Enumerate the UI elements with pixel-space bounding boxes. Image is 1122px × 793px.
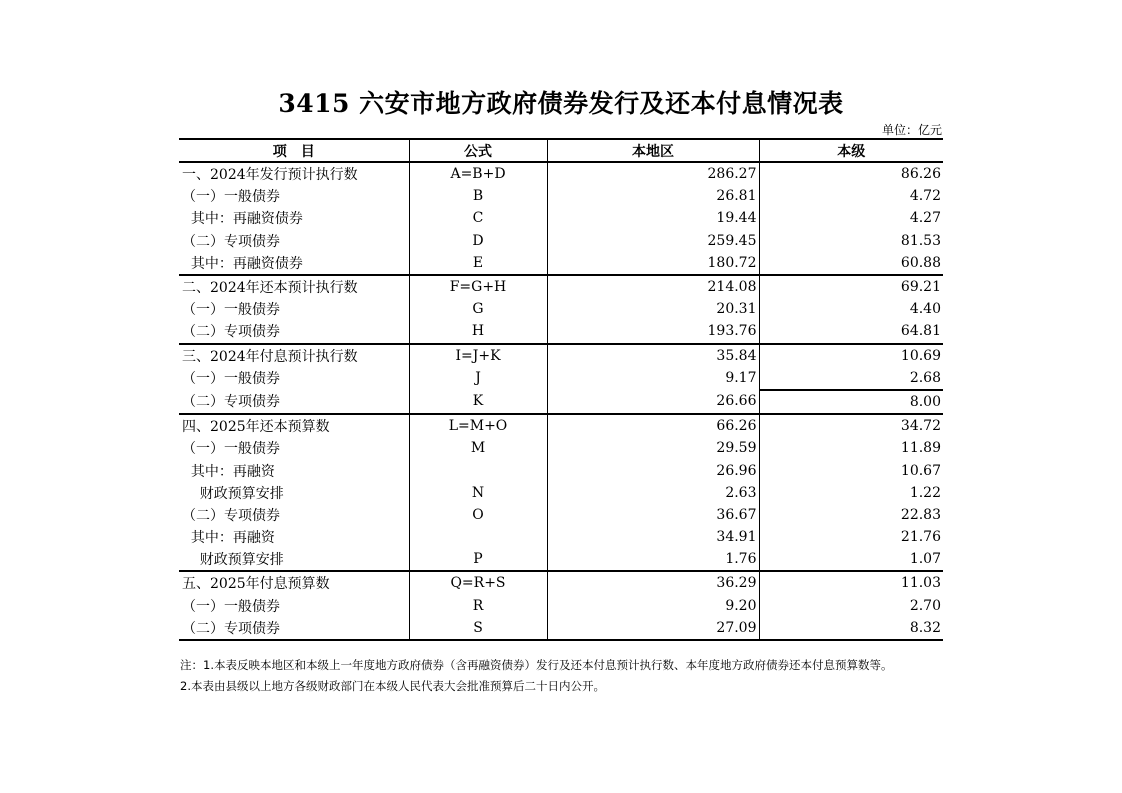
row-item: （一）一般债券: [182, 598, 280, 615]
row-local: 286.27: [547, 162, 759, 185]
row-level: 21.76: [759, 526, 943, 548]
header-formula: 公式: [409, 139, 547, 162]
row-level: 64.81: [759, 320, 943, 343]
row-item: 财政预算安排: [182, 552, 284, 569]
row-formula: C: [409, 207, 547, 229]
row-item: 一、2024年发行预计执行数: [182, 167, 358, 184]
row-local: 27.09: [547, 617, 759, 640]
table-row: [179, 252, 943, 275]
row-formula: L=M+O: [409, 414, 547, 437]
debt-table: [179, 138, 943, 641]
row-formula: A=B+D: [409, 162, 547, 185]
row-level: 69.21: [759, 275, 943, 298]
row-level: 2.70: [759, 595, 943, 617]
row-formula: G: [409, 298, 547, 320]
row-level: 11.03: [759, 571, 943, 594]
note-2: 2.本表由县级以上地方各级财政部门在本级人民代表大会批准预算后二十日内公开。: [180, 679, 605, 693]
table-row: [179, 207, 943, 229]
row-item: （一）一般债券: [182, 441, 280, 458]
table-row: [179, 320, 943, 343]
row-formula: P: [409, 548, 547, 571]
table-row: [179, 482, 943, 504]
row-item: （一）一般债券: [182, 371, 280, 388]
row-local: 9.17: [547, 367, 759, 390]
row-formula: S: [409, 617, 547, 640]
row-formula: F=G+H: [409, 275, 547, 298]
row-formula: H: [409, 320, 547, 343]
row-level: 10.67: [759, 459, 943, 481]
row-local: 9.20: [547, 595, 759, 617]
row-local: 34.91: [547, 526, 759, 548]
table-row: [179, 617, 943, 640]
table-row: [179, 390, 943, 414]
row-item: 其中：再融资债券: [182, 255, 303, 272]
row-item: （一）一般债券: [182, 302, 280, 319]
row-level: 1.22: [759, 482, 943, 504]
row-local: 66.26: [547, 414, 759, 437]
row-level: 4.27: [759, 207, 943, 229]
row-level: 10.69: [759, 344, 943, 367]
table-row: [179, 275, 943, 298]
row-formula: B: [409, 185, 547, 207]
row-local: 20.31: [547, 298, 759, 320]
header-level: 本级: [759, 139, 943, 162]
table-row: [179, 526, 943, 548]
row-local: 26.81: [547, 185, 759, 207]
note-1: 注：1.本表反映本地区和本级上一年度地方政府债券（含再融资债券）发行及还本付息预计执行数、本年度地方政府债券还本付息预算数等。: [180, 658, 893, 672]
row-local: 180.72: [547, 252, 759, 275]
row-item: 五、2025年付息预算数: [179, 571, 409, 594]
row-level: 4.72: [759, 185, 943, 207]
header-local: 本地区: [547, 139, 759, 162]
row-local: 2.63: [547, 482, 759, 504]
row-item: 其中：再融资: [182, 530, 275, 547]
row-local: 259.45: [547, 230, 759, 252]
row-local: 29.59: [547, 437, 759, 459]
row-level: 22.83: [759, 504, 943, 526]
row-level: 2.68: [759, 367, 943, 390]
row-level: 86.26: [759, 162, 943, 185]
table-row: [179, 595, 943, 617]
row-level: 81.53: [759, 230, 943, 252]
row-item: （二）专项债券: [182, 394, 280, 411]
row-item: 四、2025年还本预算数: [179, 414, 409, 437]
row-item: （二）专项债券: [182, 233, 280, 250]
row-item: 二、2024年还本预计执行数: [179, 275, 409, 298]
table-row: [179, 437, 943, 459]
row-item: 三、2024年付息预计执行数: [179, 344, 409, 367]
row-level: 1.07: [759, 548, 943, 571]
table-row: [179, 571, 943, 594]
table-row: [179, 414, 943, 437]
row-item: （二）专项债券: [182, 324, 280, 341]
row-formula: J: [409, 367, 547, 390]
row-level: 8.32: [759, 617, 943, 640]
row-formula: M: [409, 437, 547, 459]
row-formula: N: [409, 482, 547, 504]
footnotes: [180, 655, 892, 697]
table-row: [179, 344, 943, 367]
row-item: （二）专项债券: [182, 507, 280, 524]
row-local: 19.44: [547, 207, 759, 229]
table-row: [179, 548, 943, 571]
table-row: [179, 459, 943, 481]
row-local: 36.29: [547, 571, 759, 594]
row-level: 11.89: [759, 437, 943, 459]
row-formula: [409, 526, 547, 548]
table-row: [179, 504, 943, 526]
row-item: 财政预算安排: [182, 485, 284, 502]
row-local: 1.76: [547, 548, 759, 571]
header-item: 项 目: [179, 139, 409, 162]
row-item: （一）一般债券: [182, 189, 280, 206]
row-formula: I=J+K: [409, 344, 547, 367]
unit-label: 单位：亿元: [881, 123, 942, 137]
row-local: 35.84: [547, 344, 759, 367]
row-formula: Q=R+S: [409, 571, 547, 594]
row-local: 26.66: [547, 390, 759, 414]
row-formula: O: [409, 504, 547, 526]
table-row: [179, 185, 943, 207]
row-formula: D: [409, 230, 547, 252]
row-formula: R: [409, 595, 547, 617]
row-level: 8.00: [759, 390, 943, 414]
row-formula: [409, 459, 547, 481]
row-local: 36.67: [547, 504, 759, 526]
row-item: 其中：再融资债券: [182, 211, 303, 228]
table-row: [179, 162, 943, 185]
row-level: 34.72: [759, 414, 943, 437]
table-row: [179, 367, 943, 390]
row-local: 26.96: [547, 459, 759, 481]
row-local: 214.08: [547, 275, 759, 298]
row-item: （二）专项债券: [179, 617, 409, 640]
table-row: [179, 230, 943, 252]
row-formula: K: [409, 390, 547, 414]
table-row: [179, 298, 943, 320]
row-formula: E: [409, 252, 547, 275]
table-header-row: [179, 139, 943, 162]
row-level: 4.40: [759, 298, 943, 320]
row-level: 60.88: [759, 252, 943, 275]
row-local: 193.76: [547, 320, 759, 343]
row-item: 其中：再融资: [182, 463, 275, 480]
page-title: 3415 六安市地方政府债券发行及还本付息情况表: [278, 89, 844, 118]
